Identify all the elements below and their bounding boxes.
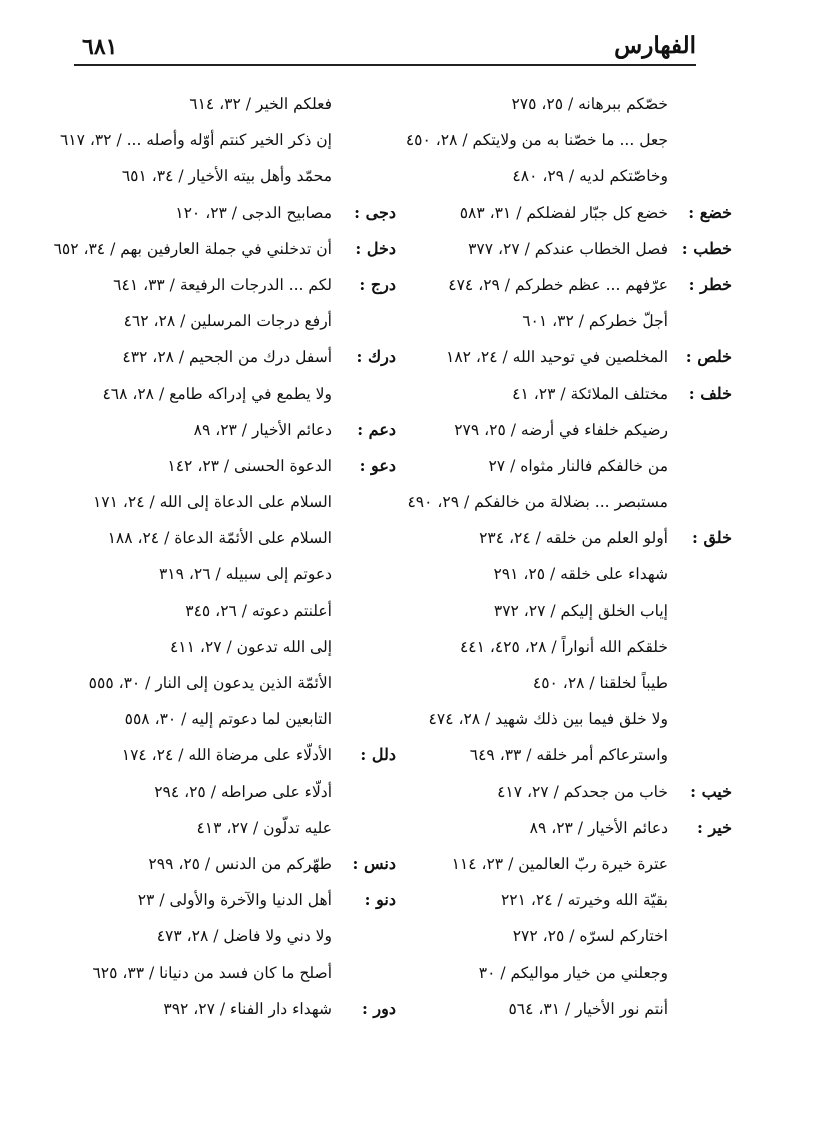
entry-text: من خالفكم فالنار مثواه / ٢٧ [488, 456, 668, 475]
index-entry [436, 231, 732, 267]
root-word: دنو : [364, 890, 396, 910]
root-word: درج : [359, 274, 396, 294]
root-word: خير : [696, 817, 732, 837]
entry-text: أعلنتم دعوته / ٢٦، ٣٤٥ [185, 601, 332, 620]
index-column-left [53, 86, 396, 1027]
entry-text: الدعوة الحسنى / ٢٣، ١٤٢ [167, 456, 332, 475]
index-entry [428, 701, 732, 737]
index-entry [86, 991, 396, 1027]
entry-text: شهداء على خلقه / ٢٥، ٢٩١ [493, 565, 668, 584]
index-entry [436, 303, 732, 339]
root-word: خلق : [691, 528, 732, 548]
root-word: خطب : [681, 238, 732, 258]
entry-text: مختلف الملائكة / ٢٣، ٤١ [512, 384, 668, 403]
index-entry [86, 484, 396, 520]
entry-text: دعوتم إلى سبيله / ٢٦، ٣١٩ [158, 565, 332, 584]
index-entry [86, 846, 396, 882]
index-entry [59, 122, 396, 158]
index-entry [86, 665, 396, 701]
entry-text: دعائم الأخيار / ٢٣، ٨٩ [193, 420, 332, 439]
entry-text: إياب الخلق إليكم / ٢٧، ٣٧٢ [493, 601, 668, 620]
entry-text: ولا يطمع في إدراكه طامع / ٢٨، ٤٦٨ [102, 384, 332, 403]
index-entry [86, 303, 396, 339]
index-column-right [405, 86, 732, 1027]
index-entry [436, 376, 732, 412]
index-entry [436, 267, 732, 303]
entry-text: خضع كل جبّار لفضلكم / ٣١، ٥٨٣ [459, 203, 668, 222]
entry-text: فصل الخطاب عندكم / ٢٧، ٣٧٧ [468, 239, 668, 258]
root-word: دلل : [360, 745, 396, 765]
entry-text: شهداء دار الفناء / ٢٧، ٣٩٢ [163, 999, 332, 1018]
index-entry [436, 195, 732, 231]
entry-text: طيباً لخلقنا / ٢٨، ٤٥٠ [532, 674, 668, 692]
root-word: دخل : [355, 238, 396, 258]
entry-text: مستبصر ... بضلالة من خالفكم / ٢٩، ٤٩٠ [407, 493, 668, 512]
index-entry [436, 991, 732, 1027]
entry-text: أصلح ما كان فسد من دنيانا / ٣٣، ٦٢٥ [92, 963, 332, 982]
entry-text: الأئمّة الذين يدعون إلى النار / ٣٠، ٥٥٥ [88, 674, 332, 692]
index-entry [86, 955, 396, 991]
index-entry [436, 86, 732, 122]
index-entry [86, 810, 396, 846]
entry-text: وجعلني من خيار مواليكم / ٣٠ [478, 963, 668, 982]
index-entry [86, 593, 396, 629]
index-entry [86, 737, 396, 773]
root-word: خضع : [688, 202, 732, 222]
index-entry [436, 629, 732, 665]
entry-text: السلام على الدعاة إلى الله / ٢٤، ١٧١ [92, 493, 332, 512]
entry-text: بقيّة الله وخيرته / ٢٤، ٢٢١ [500, 891, 668, 910]
entry-text: رضيكم خلفاء في أرضه / ٢٥، ٢٧٩ [454, 420, 668, 439]
entry-text: جعل ... ما خصّنا به من ولايتكم / ٢٨، ٤٥٠ [405, 131, 668, 150]
index-entry [53, 231, 396, 267]
index-entry [407, 484, 732, 520]
index-entry [86, 267, 396, 303]
entry-text: خصّكم ببرهانه / ٢٥، ٢٧٥ [511, 95, 668, 113]
entry-text: أنتم نور الأخيار / ٣١، ٥٦٤ [508, 999, 668, 1018]
page-number: ٦٨١ [82, 34, 118, 60]
index-entry [436, 955, 732, 991]
root-word: دور : [361, 998, 396, 1018]
index-entry [436, 158, 732, 194]
entry-text: وخاصّتكم لديه / ٢٩، ٤٨٠ [512, 167, 668, 186]
entry-text: محمّد وأهل بيته الأخيار / ٣٤، ٦٥١ [121, 167, 332, 186]
index-entry [86, 556, 396, 592]
entry-text: إلى الله تدعون / ٢٧، ٤١١ [169, 637, 332, 656]
index-entry [86, 195, 396, 231]
root-word: دجى : [354, 202, 396, 222]
entry-text: أجلّ خطركم / ٣٢، ٦٠١ [522, 312, 668, 331]
entry-text: إن ذكر الخير كنتم أوّله وأصله ... / ٣٢، ٦١٧ [59, 131, 332, 150]
index-entry [436, 846, 732, 882]
index-entry [86, 918, 396, 954]
entry-text: عترة خيرة ربّ العالمين / ٢٣، ١١٤ [451, 854, 668, 873]
entry-text: أهل الدنيا والآخرة والأولى / ٢٣ [137, 891, 332, 910]
index-entry [405, 122, 732, 158]
running-title: الفهارس [614, 32, 696, 59]
entry-text: لكم ... الدرجات الرفيعة / ٣٣، ٦٤١ [113, 275, 332, 294]
index-entry [86, 774, 396, 810]
index-entry [86, 158, 396, 194]
entry-text: فعلكم الخير / ٣٢، ٦١٤ [189, 95, 332, 113]
index-entry [436, 918, 732, 954]
entry-text: الأدلّاء على مرضاة الله / ٢٤، ١٧٤ [121, 746, 332, 765]
entry-text: مصابيح الدجى / ٢٣، ١٢٠ [175, 203, 332, 222]
index-entry [436, 593, 732, 629]
entry-text: أولو العلم من خلقه / ٢٤، ٢٣٤ [479, 529, 668, 548]
root-word: خيب : [690, 781, 732, 801]
entry-text: ولا خلق فيما بين ذلك شهيد / ٢٨، ٤٧٤ [428, 710, 668, 729]
index-entry [436, 882, 732, 918]
index-entry [86, 629, 396, 665]
entry-text: أن تدخلني في جملة العارفين بهم / ٣٤، ٦٥٢ [53, 239, 332, 258]
index-entry [436, 520, 732, 556]
index-entry [86, 86, 396, 122]
index-entry [86, 412, 396, 448]
root-word: دنس : [352, 853, 396, 873]
index-entry [86, 882, 396, 918]
root-word: درك : [356, 347, 396, 367]
index-entry [86, 448, 396, 484]
root-word: دعم : [357, 419, 396, 439]
index-entry [436, 339, 732, 375]
entry-text: السلام على الأئمّة الدعاة / ٢٤، ١٨٨ [107, 529, 332, 548]
index-entry [436, 774, 732, 810]
entry-text: عرّفهم ... عظم خطركم / ٢٩، ٤٧٤ [448, 275, 668, 294]
index-entry [436, 665, 732, 701]
entry-text: أسفل درك من الجحيم / ٢٨، ٤٣٢ [122, 348, 332, 367]
index-entry [436, 737, 732, 773]
index-entry [86, 701, 396, 737]
index-entry [86, 520, 396, 556]
entry-text: أدلّاء على صراطه / ٢٥، ٢٩٤ [154, 782, 332, 801]
index-entry [86, 339, 396, 375]
entry-text: عليه تدلّون / ٢٧، ٤١٣ [196, 818, 332, 837]
index-entry [436, 448, 732, 484]
index-entry [86, 376, 396, 412]
entry-text: أرفع درجات المرسلين / ٢٨، ٤٦٢ [123, 312, 332, 331]
root-word: دعو : [359, 455, 396, 475]
entry-text: ولا دني ولا فاضل / ٢٨، ٤٧٣ [156, 927, 332, 946]
root-word: خطر : [688, 274, 732, 294]
entry-text: خلقكم الله أنواراً / ٢٨، ٤٢٥، ٤٤١ [459, 637, 668, 656]
index-entry [436, 810, 732, 846]
root-word: خلف : [688, 383, 732, 403]
entry-text: اختاركم لسرّه / ٢٥، ٢٧٢ [512, 927, 668, 946]
index-entry [436, 556, 732, 592]
entry-text: التابعين لما دعوتم إليه / ٣٠، ٥٥٨ [124, 710, 332, 729]
page-header [74, 30, 696, 66]
entry-text: واسترعاكم أمر خلقه / ٣٣، ٦٤٩ [469, 746, 668, 765]
entry-text: المخلصين في توحيد الله / ٢٤، ١٨٢ [446, 348, 668, 367]
root-word: خلص : [685, 347, 732, 367]
entry-text: دعائم الأخيار / ٢٣، ٨٩ [529, 818, 668, 837]
entry-text: طهّركم من الدنس / ٢٥، ٢٩٩ [148, 854, 332, 873]
entry-text: خاب من جحدكم / ٢٧، ٤١٧ [497, 782, 668, 801]
index-entry [436, 412, 732, 448]
